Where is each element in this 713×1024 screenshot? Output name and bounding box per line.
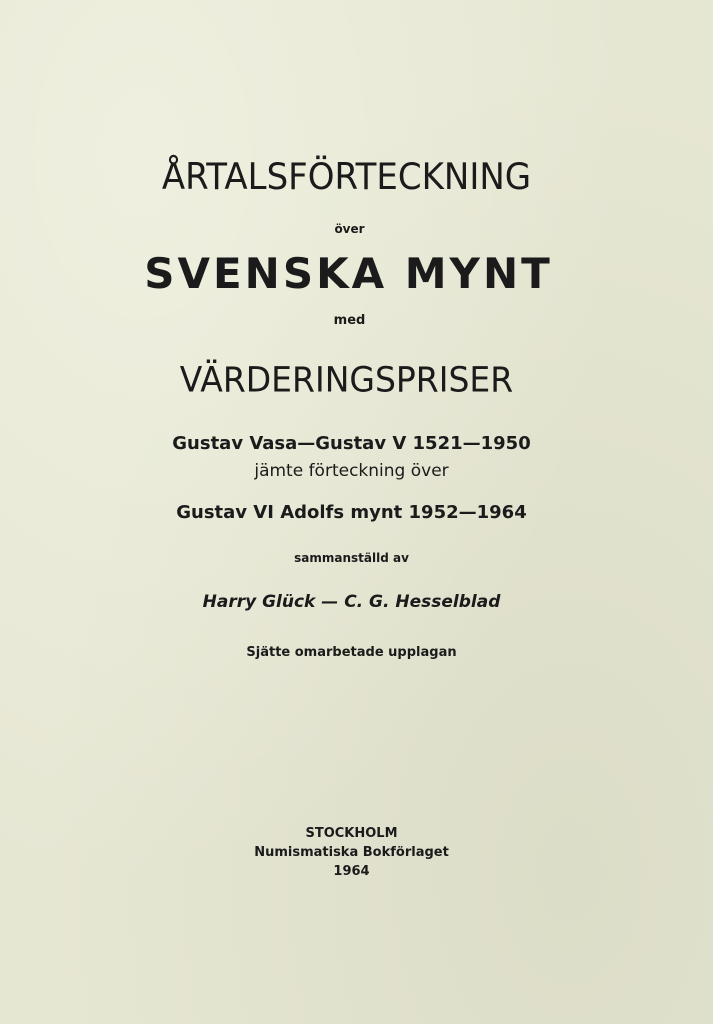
subtitle-line-3: Gustav VI Adolfs mynt 1952—1964 <box>176 502 527 523</box>
imprint-year: 1964 <box>333 864 370 879</box>
connector-med: med <box>333 313 366 328</box>
title-line-3: VÄRDERINGSPRISER <box>179 359 514 400</box>
imprint-publisher: Numismatiska Bokförlaget <box>254 845 449 860</box>
connector-over: över <box>334 222 365 236</box>
authors: Harry Glück — C. G. Hesselblad <box>202 592 501 612</box>
subtitle-line-2: jämte förteckning över <box>254 461 449 481</box>
imprint-city: STOCKHOLM <box>305 826 398 841</box>
title-line-2: SVENSKA MYNT <box>144 249 553 298</box>
title-line-1: ÅRTALSFÖRTECKNING <box>161 155 532 199</box>
subtitle-line-1: Gustav Vasa—Gustav V 1521—1950 <box>172 433 531 454</box>
compiled-by: sammanställd av <box>294 551 409 565</box>
edition-note: Sjätte omarbetade upplagan <box>246 645 457 660</box>
